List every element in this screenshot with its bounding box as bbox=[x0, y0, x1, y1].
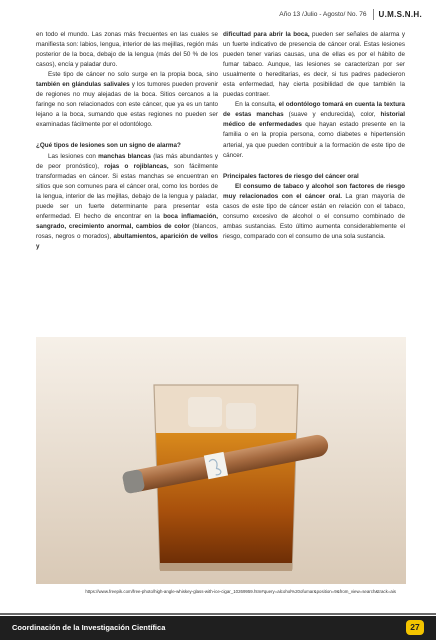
left-column bbox=[36, 30, 218, 252]
header-divider bbox=[373, 9, 374, 20]
whiskey-cigar-photo bbox=[36, 337, 406, 584]
paragraph: El consumo de tabaco y alcohol son factores de riesgo muy relacionados con el cáncer oral. La gran mayoría de casos de este tipo de cáncer están en relación con el tabaco, consumo excesivo de alcohol o el consumo combinado de ambas sustancias. Esto último aumenta considerablemente el riesgo, comparado con el consumo de una sola sustancia. bbox=[223, 182, 405, 240]
footer-label: Coordinación de la Investigación Científica bbox=[12, 623, 166, 632]
photo-credit: https://www.freepik.com/free-photo/high-angle-whiskey-glass-with-ice-cigar_10269959.htm#query=alcohol%20ofumar&position=9&from_view=search&track=ais bbox=[85, 589, 396, 594]
page-header bbox=[279, 9, 422, 20]
issue-label: Año 13 /Julio - Agosto/ No. 76 bbox=[279, 11, 367, 18]
paragraph: dificultad para abrir la boca, pueden ser señales de alarma y un fuerte indicativo de presencia de cáncer oral. Estas lesiones pueden tener varias causas, una de ellas es por el hábito de fumar tabaco. Aunque, las lesiones se caracterizan por ser usualmente o hereditarias, es decir, si tus padres padecieron esta enfermedad, hay cierta posibilidad de que también la puedas contraer. bbox=[223, 31, 405, 99]
paragraph: En la consulta, el odontólogo tomará en cuenta la textura de estas manchas (suave y endurecida), color, historial médico de enfermedades que hayan estado presente en la familia o en la propia persona, como diabetes e hipertensión arterial, ya que pueden contribuir a la formación de este tipo de cáncer. bbox=[223, 101, 405, 159]
page-footer bbox=[0, 616, 436, 640]
paragraph: Este tipo de cáncer no solo surge en la propia boca, sino también en glándulas salivales y los tumores pueden provenir de regiones no muy alejadas de la boca. Sitios cercanos a la faringe no son relacionados con este cáncer, que ya es un tanto lejano a la boca, sumando que estas regiones no pueden ser examinadas fácilmente por el odontólogo. bbox=[36, 71, 219, 129]
institution-label: U.M.S.N.H. bbox=[378, 10, 422, 19]
section-heading: ¿Qué tipos de lesiones son un signo de alarma? bbox=[36, 142, 181, 150]
paragraph: Las lesiones con manchas blancas (las más abundantes y de peor pronóstico), rojas o rojiblancas, son fácilmente transformadas en cáncer. Si estas manchas se encuentran en sitios que son comunes para el cáncer oral, como los bordes de la lengua, interior de las mejillas, debajo de la lengua y paladar, puede ser un fuerte determinante para presentar esta enfermedad. El hecho de encontrar en la boca inflamación, sangrado, crecimiento anormal, cambios de color (blancos, rosas, negros o morados), abultamientos, aparición de vellos y bbox=[36, 152, 219, 250]
section-heading: Principales factores de riesgo del cáncer oral bbox=[223, 172, 359, 180]
right-column bbox=[223, 30, 405, 242]
paragraph: en todo el mundo. Las zonas más frecuentes en las cuales se manifiesta son: labios, lengua, interior de las mejillas, región más posterior de la boca, debajo de la lengua (más del 50 % de los casos), encía y paladar duro. bbox=[36, 31, 218, 69]
footer-divider bbox=[0, 613, 436, 615]
page-number: 27 bbox=[406, 620, 424, 635]
